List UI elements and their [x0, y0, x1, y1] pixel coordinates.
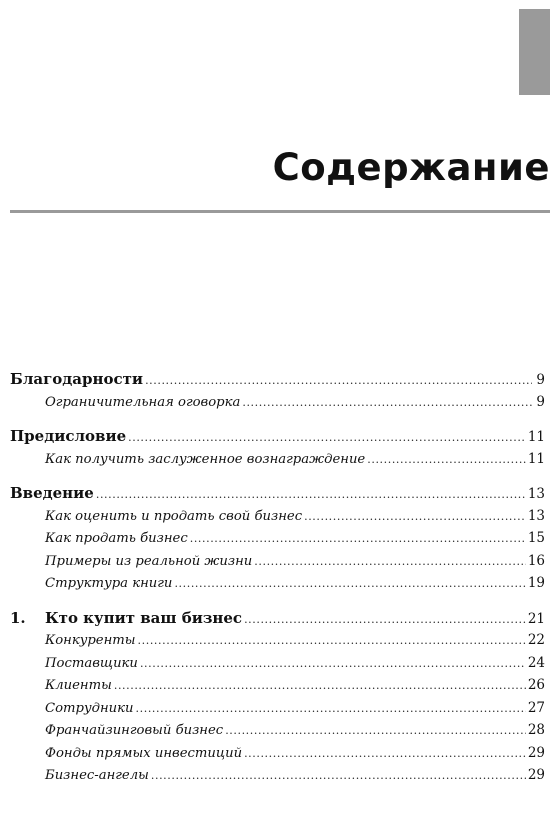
toc-item-title: Фонды прямых инвестиций: [45, 745, 243, 761]
toc-page-number: 9: [536, 393, 545, 410]
toc-dot-leader: [244, 743, 526, 765]
toc-item-row[interactable]: [10, 505, 545, 528]
toc-item-row[interactable]: [10, 742, 545, 765]
toc-page-number: 19: [527, 575, 545, 591]
toc-item-row[interactable]: [10, 527, 545, 550]
toc-chapter-title: Благодарности: [10, 370, 144, 388]
toc-dot-leader: [244, 609, 526, 630]
toc-dot-leader: [128, 427, 526, 448]
toc-item-title: Как оценить и продать свой бизнес: [45, 508, 303, 524]
toc-page-number: 13: [527, 486, 545, 502]
toc-dot-leader: [242, 392, 532, 414]
toc-page-number: 27: [527, 699, 545, 716]
toc-page-number: 24: [527, 654, 545, 671]
toc-dot-leader: [190, 528, 526, 550]
toc-dot-leader: [136, 698, 526, 720]
toc-section-acknowledgements: [10, 368, 545, 413]
toc-page-number: 15: [527, 530, 545, 546]
toc-dot-leader: [367, 449, 526, 471]
toc-section-foreword: [10, 425, 545, 470]
toc-page-number: 21: [527, 610, 545, 627]
toc-chapter-title: Предисловие: [10, 427, 127, 445]
toc-page-number: 22: [527, 632, 545, 648]
toc-dot-leader: [138, 630, 526, 652]
toc-item-row[interactable]: [10, 629, 545, 652]
toc-item-title: Примеры из реальной жизни: [45, 553, 253, 569]
toc-page-number: 29: [527, 767, 545, 783]
title-divider: [10, 210, 550, 213]
toc-page-number: 9: [536, 372, 545, 388]
toc-page-number: 11: [527, 450, 545, 467]
toc-chapter-row[interactable]: [10, 482, 545, 505]
toc-item-title: Бизнес-ангелы: [45, 768, 149, 783]
toc-item-row[interactable]: [10, 697, 545, 720]
chapter-tab-marker: [519, 9, 550, 95]
toc-page-number: 28: [527, 722, 545, 738]
table-of-contents: [10, 368, 545, 799]
toc-item-row[interactable]: [10, 764, 545, 787]
toc-item-row[interactable]: [10, 572, 545, 595]
toc-item-row[interactable]: [10, 550, 545, 573]
toc-item-title: Ограничительная оговорка: [45, 394, 241, 410]
toc-item-row[interactable]: [10, 652, 545, 675]
toc-section-chapter-1: [10, 607, 545, 787]
toc-dot-leader: [225, 720, 526, 742]
toc-page-number: 26: [527, 677, 545, 693]
toc-item-row[interactable]: [10, 391, 545, 414]
toc-item-title: Поставщики: [45, 655, 138, 671]
toc-dot-leader: [174, 573, 525, 595]
toc-page-number: 13: [527, 507, 545, 524]
page-title: Содержание: [272, 146, 550, 189]
toc-item-title: Франчайзинговый бизнес: [45, 723, 224, 738]
toc-section-introduction: [10, 482, 545, 595]
toc-dot-leader: [145, 370, 532, 391]
toc-item-title: Клиенты: [45, 678, 112, 693]
toc-page-number: 29: [527, 744, 545, 761]
toc-chapter-row[interactable]: [10, 425, 545, 448]
toc-item-title: Как продать бизнес: [45, 531, 188, 546]
toc-item-title: Сотрудники: [45, 700, 134, 716]
toc-chapter-row[interactable]: [10, 607, 545, 630]
toc-item-row[interactable]: [10, 448, 545, 471]
toc-page-number: 16: [527, 552, 545, 569]
toc-dot-leader: [96, 484, 526, 505]
toc-dot-leader: [151, 765, 526, 787]
toc-dot-leader: [114, 675, 526, 697]
toc-dot-leader: [254, 551, 526, 573]
toc-page-number: 11: [527, 429, 545, 445]
toc-dot-leader: [140, 653, 526, 675]
toc-dot-leader: [304, 506, 526, 528]
toc-item-row[interactable]: [10, 719, 545, 742]
toc-item-title: Структура книги: [45, 576, 173, 591]
toc-chapter-row[interactable]: [10, 368, 545, 391]
toc-item-row[interactable]: [10, 674, 545, 697]
toc-item-title: Конкуренты: [45, 633, 136, 648]
toc-item-title: Как получить заслуженное вознаграждение: [45, 451, 366, 467]
toc-chapter-title: Кто купит ваш бизнес: [45, 608, 243, 627]
toc-chapter-title: Введение: [10, 484, 94, 502]
toc-chapter-number: 1.: [10, 608, 26, 627]
